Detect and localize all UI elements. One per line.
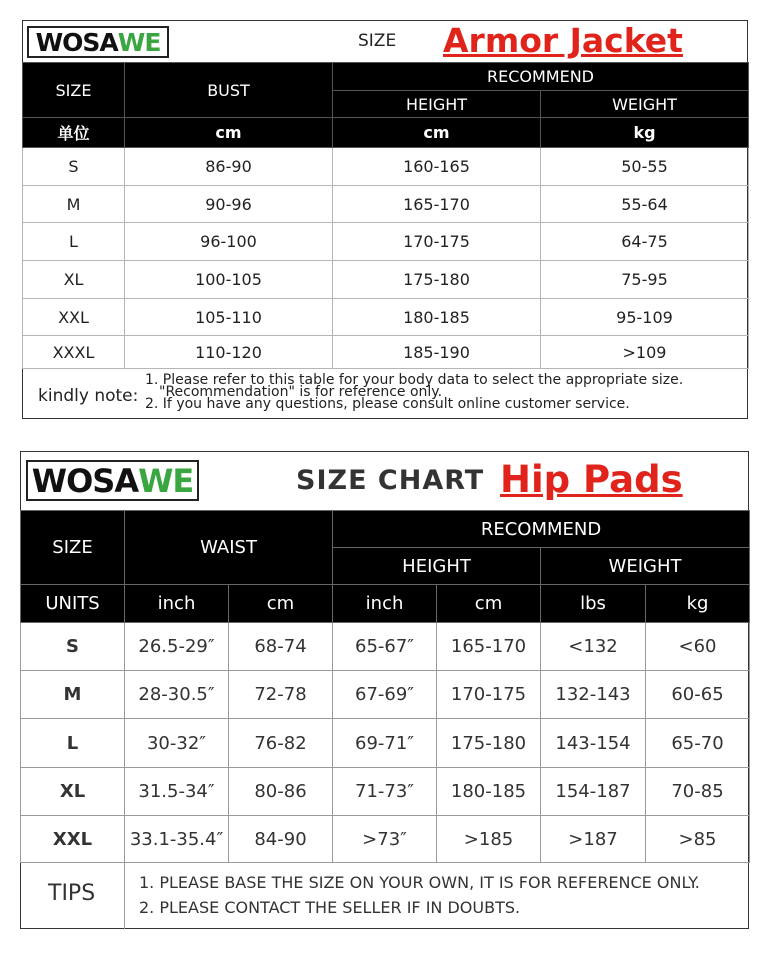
size-chart-label: SIZE CHART: [296, 465, 485, 496]
hip-pads-size-panel: [20, 451, 749, 929]
unit-cell: 单位: [23, 118, 125, 148]
weight-header: WEIGHT: [541, 548, 750, 585]
product-title: Hip Pads: [500, 458, 683, 501]
table-cell: >73″: [333, 816, 437, 863]
size-cell: M: [21, 671, 125, 719]
table-cell: 180-185: [437, 768, 541, 816]
height-header: HEIGHT: [333, 548, 541, 585]
bust-header: BUST: [125, 63, 333, 118]
unit-cell: cm: [437, 585, 541, 623]
table-cell: 165-170: [333, 186, 541, 223]
table-cell: >187: [541, 816, 646, 863]
size-cell: XXXL: [23, 336, 125, 369]
table-cell: 90-96: [125, 186, 333, 223]
table-cell: 68-74: [229, 623, 333, 671]
table-cell: >109: [541, 336, 749, 369]
recommend-header: RECOMMEND: [333, 511, 750, 548]
wosawe-logo: WOSA WE: [27, 26, 169, 58]
weight-header: WEIGHT: [541, 91, 749, 118]
table-row: [23, 336, 749, 369]
table-cell: >185: [437, 816, 541, 863]
size-cell: XXL: [21, 816, 125, 863]
table-cell: 86-90: [125, 148, 333, 186]
unit-cell: kg: [541, 118, 749, 148]
table-cell: 175-180: [333, 261, 541, 299]
tip-line-1: 1. PLEASE BASE THE SIZE ON YOUR OWN, IT IS FOR REFERENCE ONLY.: [139, 873, 700, 892]
unit-cell: inch: [333, 585, 437, 623]
table-cell: 65-70: [646, 719, 750, 768]
unit-cell: UNITS: [21, 585, 125, 623]
note-line-1: 1. Please refer to this table for your body data to select the appropriate size.: [145, 372, 684, 388]
table-cell: 185-190: [333, 336, 541, 369]
table-row: [21, 719, 750, 768]
table-cell: 67-69″: [333, 671, 437, 719]
table-row: [21, 671, 750, 719]
table-cell: 70-85: [646, 768, 750, 816]
table-cell: 170-175: [437, 671, 541, 719]
table-row: [21, 623, 750, 671]
size-cell: M: [23, 186, 125, 223]
unit-cell: inch: [125, 585, 229, 623]
table-cell: 65-67″: [333, 623, 437, 671]
note-line-3: 2. If you have any questions, please consult online customer service.: [145, 396, 630, 412]
table-row: [23, 299, 749, 336]
size-header: SIZE: [23, 63, 125, 118]
height-header: HEIGHT: [333, 91, 541, 118]
table-row: [21, 768, 750, 816]
size-cell: S: [21, 623, 125, 671]
jacket-size-panel: [22, 20, 748, 419]
unit-cell: cm: [125, 118, 333, 148]
unit-cell: cm: [229, 585, 333, 623]
table-cell: 72-78: [229, 671, 333, 719]
table-cell: 132-143: [541, 671, 646, 719]
table-cell: 75-95: [541, 261, 749, 299]
table-cell: 143-154: [541, 719, 646, 768]
tips-label: TIPS: [48, 881, 96, 906]
table-cell: 71-73″: [333, 768, 437, 816]
table-cell: 180-185: [333, 299, 541, 336]
table-cell: >85: [646, 816, 750, 863]
table-cell: 28-30.5″: [125, 671, 229, 719]
size-header: SIZE: [21, 511, 125, 585]
table-cell: 96-100: [125, 223, 333, 261]
table-cell: 60-65: [646, 671, 750, 719]
size-cell: S: [23, 148, 125, 186]
table-cell: 175-180: [437, 719, 541, 768]
table-cell: 26.5-29″: [125, 623, 229, 671]
table-cell: 76-82: [229, 719, 333, 768]
size-cell: XL: [23, 261, 125, 299]
table-cell: 50-55: [541, 148, 749, 186]
tip-line-2: 2. PLEASE CONTACT THE SELLER IF IN DOUBTS.: [139, 898, 521, 917]
unit-cell: cm: [333, 118, 541, 148]
table-cell: <132: [541, 623, 646, 671]
note-line-2: "Recommendation" is for reference only.: [159, 384, 443, 400]
recommend-header: RECOMMEND: [333, 63, 749, 91]
size-cell: L: [23, 223, 125, 261]
unit-cell: lbs: [541, 585, 646, 623]
table-row: [23, 261, 749, 299]
table-cell: 154-187: [541, 768, 646, 816]
table-cell: 170-175: [333, 223, 541, 261]
wosawe-logo: WOSA WE: [26, 460, 199, 501]
table-cell: 30-32″: [125, 719, 229, 768]
table-cell: 105-110: [125, 299, 333, 336]
hip-size-table: [20, 510, 750, 863]
table-row: [23, 186, 749, 223]
table-cell: 33.1-35.4″: [125, 816, 229, 863]
size-label: SIZE: [358, 31, 397, 51]
table-cell: <60: [646, 623, 750, 671]
table-cell: 84-90: [229, 816, 333, 863]
size-cell: XL: [21, 768, 125, 816]
table-cell: 31.5-34″: [125, 768, 229, 816]
jacket-size-table: [22, 62, 749, 369]
table-row: [23, 148, 749, 186]
table-cell: 80-86: [229, 768, 333, 816]
table-cell: 69-71″: [333, 719, 437, 768]
table-row: [23, 223, 749, 261]
product-title: Armor Jacket: [443, 21, 683, 60]
table-cell: 64-75: [541, 223, 749, 261]
table-row: [21, 816, 750, 863]
table-cell: 110-120: [125, 336, 333, 369]
waist-header: WAIST: [125, 511, 333, 585]
table-cell: 55-64: [541, 186, 749, 223]
size-cell: L: [21, 719, 125, 768]
table-cell: 165-170: [437, 623, 541, 671]
tips-divider: [124, 862, 125, 929]
note-label: kindly note:: [38, 386, 139, 406]
table-cell: 100-105: [125, 261, 333, 299]
size-cell: XXL: [23, 299, 125, 336]
unit-cell: kg: [646, 585, 750, 623]
table-cell: 95-109: [541, 299, 749, 336]
table-cell: 160-165: [333, 148, 541, 186]
